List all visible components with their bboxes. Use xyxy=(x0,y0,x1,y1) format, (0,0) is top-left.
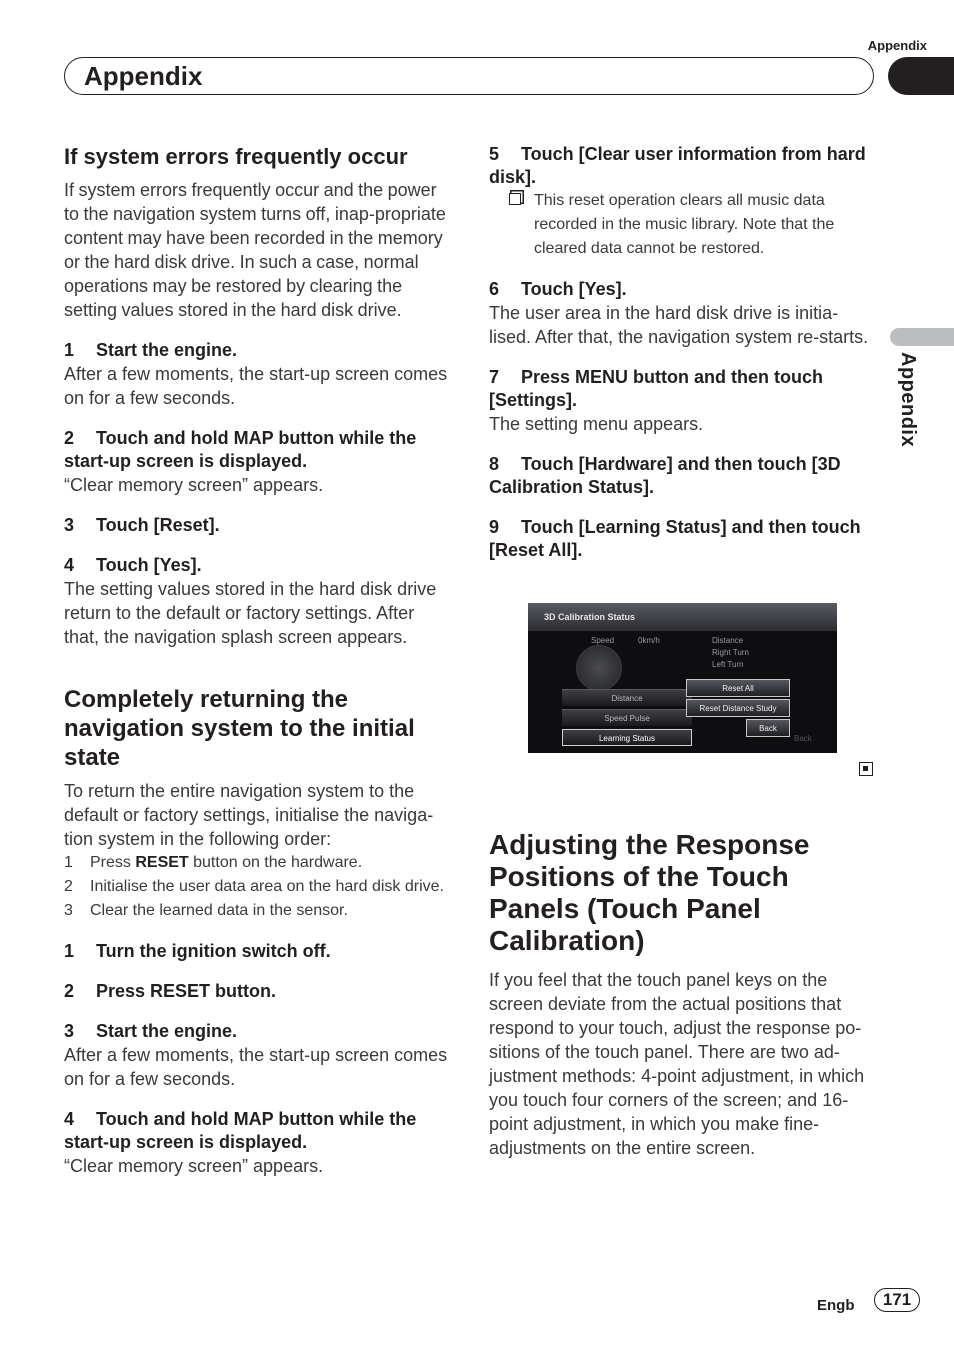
step: 3 Touch [Reset]. xyxy=(64,515,220,535)
step: 7 Press MENU button and then touch [Settings]. xyxy=(489,367,824,410)
end-of-section-icon xyxy=(859,762,873,776)
step-desc: The setting menu appears. xyxy=(489,414,704,434)
touch-calibration-section xyxy=(489,829,881,1160)
page-number: 171 xyxy=(874,1288,920,1312)
step-desc: “Clear memory screen” appears. xyxy=(64,475,324,495)
step: 9 Touch [Learning Status] and then touch [Reset All]. xyxy=(489,517,861,560)
step: 3 Start the engine. xyxy=(64,1021,238,1041)
right-turn-label: Right Turn xyxy=(712,648,749,657)
step: 2 Press RESET button. xyxy=(64,981,277,1001)
left-turn-label: Left Turn xyxy=(712,660,744,669)
screen-title-bar: 3D Calibration Status xyxy=(528,603,837,631)
speed-pulse-bar: Speed Pulse xyxy=(562,709,692,726)
list-item: 1 Press RESET button on the hardware. xyxy=(64,854,363,871)
side-tab-label: Appendix xyxy=(897,352,919,448)
step-desc: The user area in the hard disk drive is initia-lised. After that, the navigation system re-starts. xyxy=(489,303,869,347)
compass-dial-icon xyxy=(576,645,622,691)
list-item: 2 Initialise the user data area on the hard disk drive. xyxy=(64,878,444,895)
right-column xyxy=(489,143,877,562)
step: 2 Touch and hold MAP button while the start-up screen is displayed. xyxy=(64,428,417,471)
learning-status-tab[interactable]: Learning Status xyxy=(562,729,692,746)
speed-value: 0km/h xyxy=(638,636,660,645)
distance-bar: Distance xyxy=(562,689,692,706)
order-list xyxy=(64,851,452,923)
side-tab-marker xyxy=(890,328,954,346)
step: 6 Touch [Yes]. xyxy=(489,279,627,299)
step: 4 Touch [Yes]. xyxy=(64,555,202,575)
step-desc: After a few moments, the start-up screen comes on for a few seconds. xyxy=(64,364,448,408)
calibration-status-screenshot xyxy=(528,603,837,753)
heading-touch-calibration: Adjusting the Response Positions of the Touch Panels (Touch Panel Calibration) xyxy=(489,829,810,956)
step: 1 Turn the ignition switch off. xyxy=(64,941,331,961)
list-item: 3 Clear the learned data in the sensor. xyxy=(64,902,348,919)
step-desc: After a few moments, the start-up screen comes on for a few seconds. xyxy=(64,1045,448,1089)
heading-initial-state: Completely returning the navigation system to the initial state xyxy=(64,686,415,771)
intro-system-errors: If system errors frequently occur and the power to the navigation system turns off, inap-propriate content may have been recorded in the memory or the hard disk drive. In such a case, normal operations may be restored by clearing the setting values stored in the hard disk drive. xyxy=(64,180,446,320)
note-checkbox-icon xyxy=(509,193,521,205)
touch-calibration-body: If you feel that the touch panel keys on the screen deviate from the actual positions that respond to your touch, adjust the response po-sitions of the touch panel. There are two ad-justment methods: 4-point adjustment, in which you touch four corners of the screen; and 16-point adjustment, in which you make fine-adjustments on the entire screen. xyxy=(489,970,865,1158)
heading-system-errors: If system errors frequently occur xyxy=(64,144,408,169)
left-column xyxy=(64,143,452,1178)
back-ghost-label: Back xyxy=(794,734,812,743)
step-desc: “Clear memory screen” appears. xyxy=(64,1156,324,1176)
step: 1 Start the engine. xyxy=(64,340,238,360)
speed-label: Speed xyxy=(591,636,615,645)
note: This reset operation clears all music data recorded in the music library. Note that the cleared data cannot be restored. xyxy=(489,189,877,261)
reset-distance-study-button[interactable]: Reset Distance Study xyxy=(686,699,790,717)
reset-all-button[interactable]: Reset All xyxy=(686,679,790,697)
header-tab-marker xyxy=(888,57,954,95)
step-desc: The setting values stored in the hard disk drive return to the default or factory settings. After that, the navigation splash screen appears. xyxy=(64,579,437,647)
language-code: Engb xyxy=(817,1297,855,1314)
back-button[interactable]: Back xyxy=(746,719,790,737)
intro-initial-state: To return the entire navigation system to the default or factory settings, initialise the naviga-tion system in the following order: xyxy=(64,781,434,849)
step: 4 Touch and hold MAP button while the start-up screen is displayed. xyxy=(64,1109,417,1152)
step: 8 Touch [Hardware] and then touch [3D Calibration Status]. xyxy=(489,454,841,497)
section-title: Appendix xyxy=(84,61,203,91)
step: 5 Touch [Clear user information from hard disk]. xyxy=(489,144,866,187)
distance-label: Distance xyxy=(712,636,744,645)
running-header: Appendix xyxy=(867,38,927,53)
